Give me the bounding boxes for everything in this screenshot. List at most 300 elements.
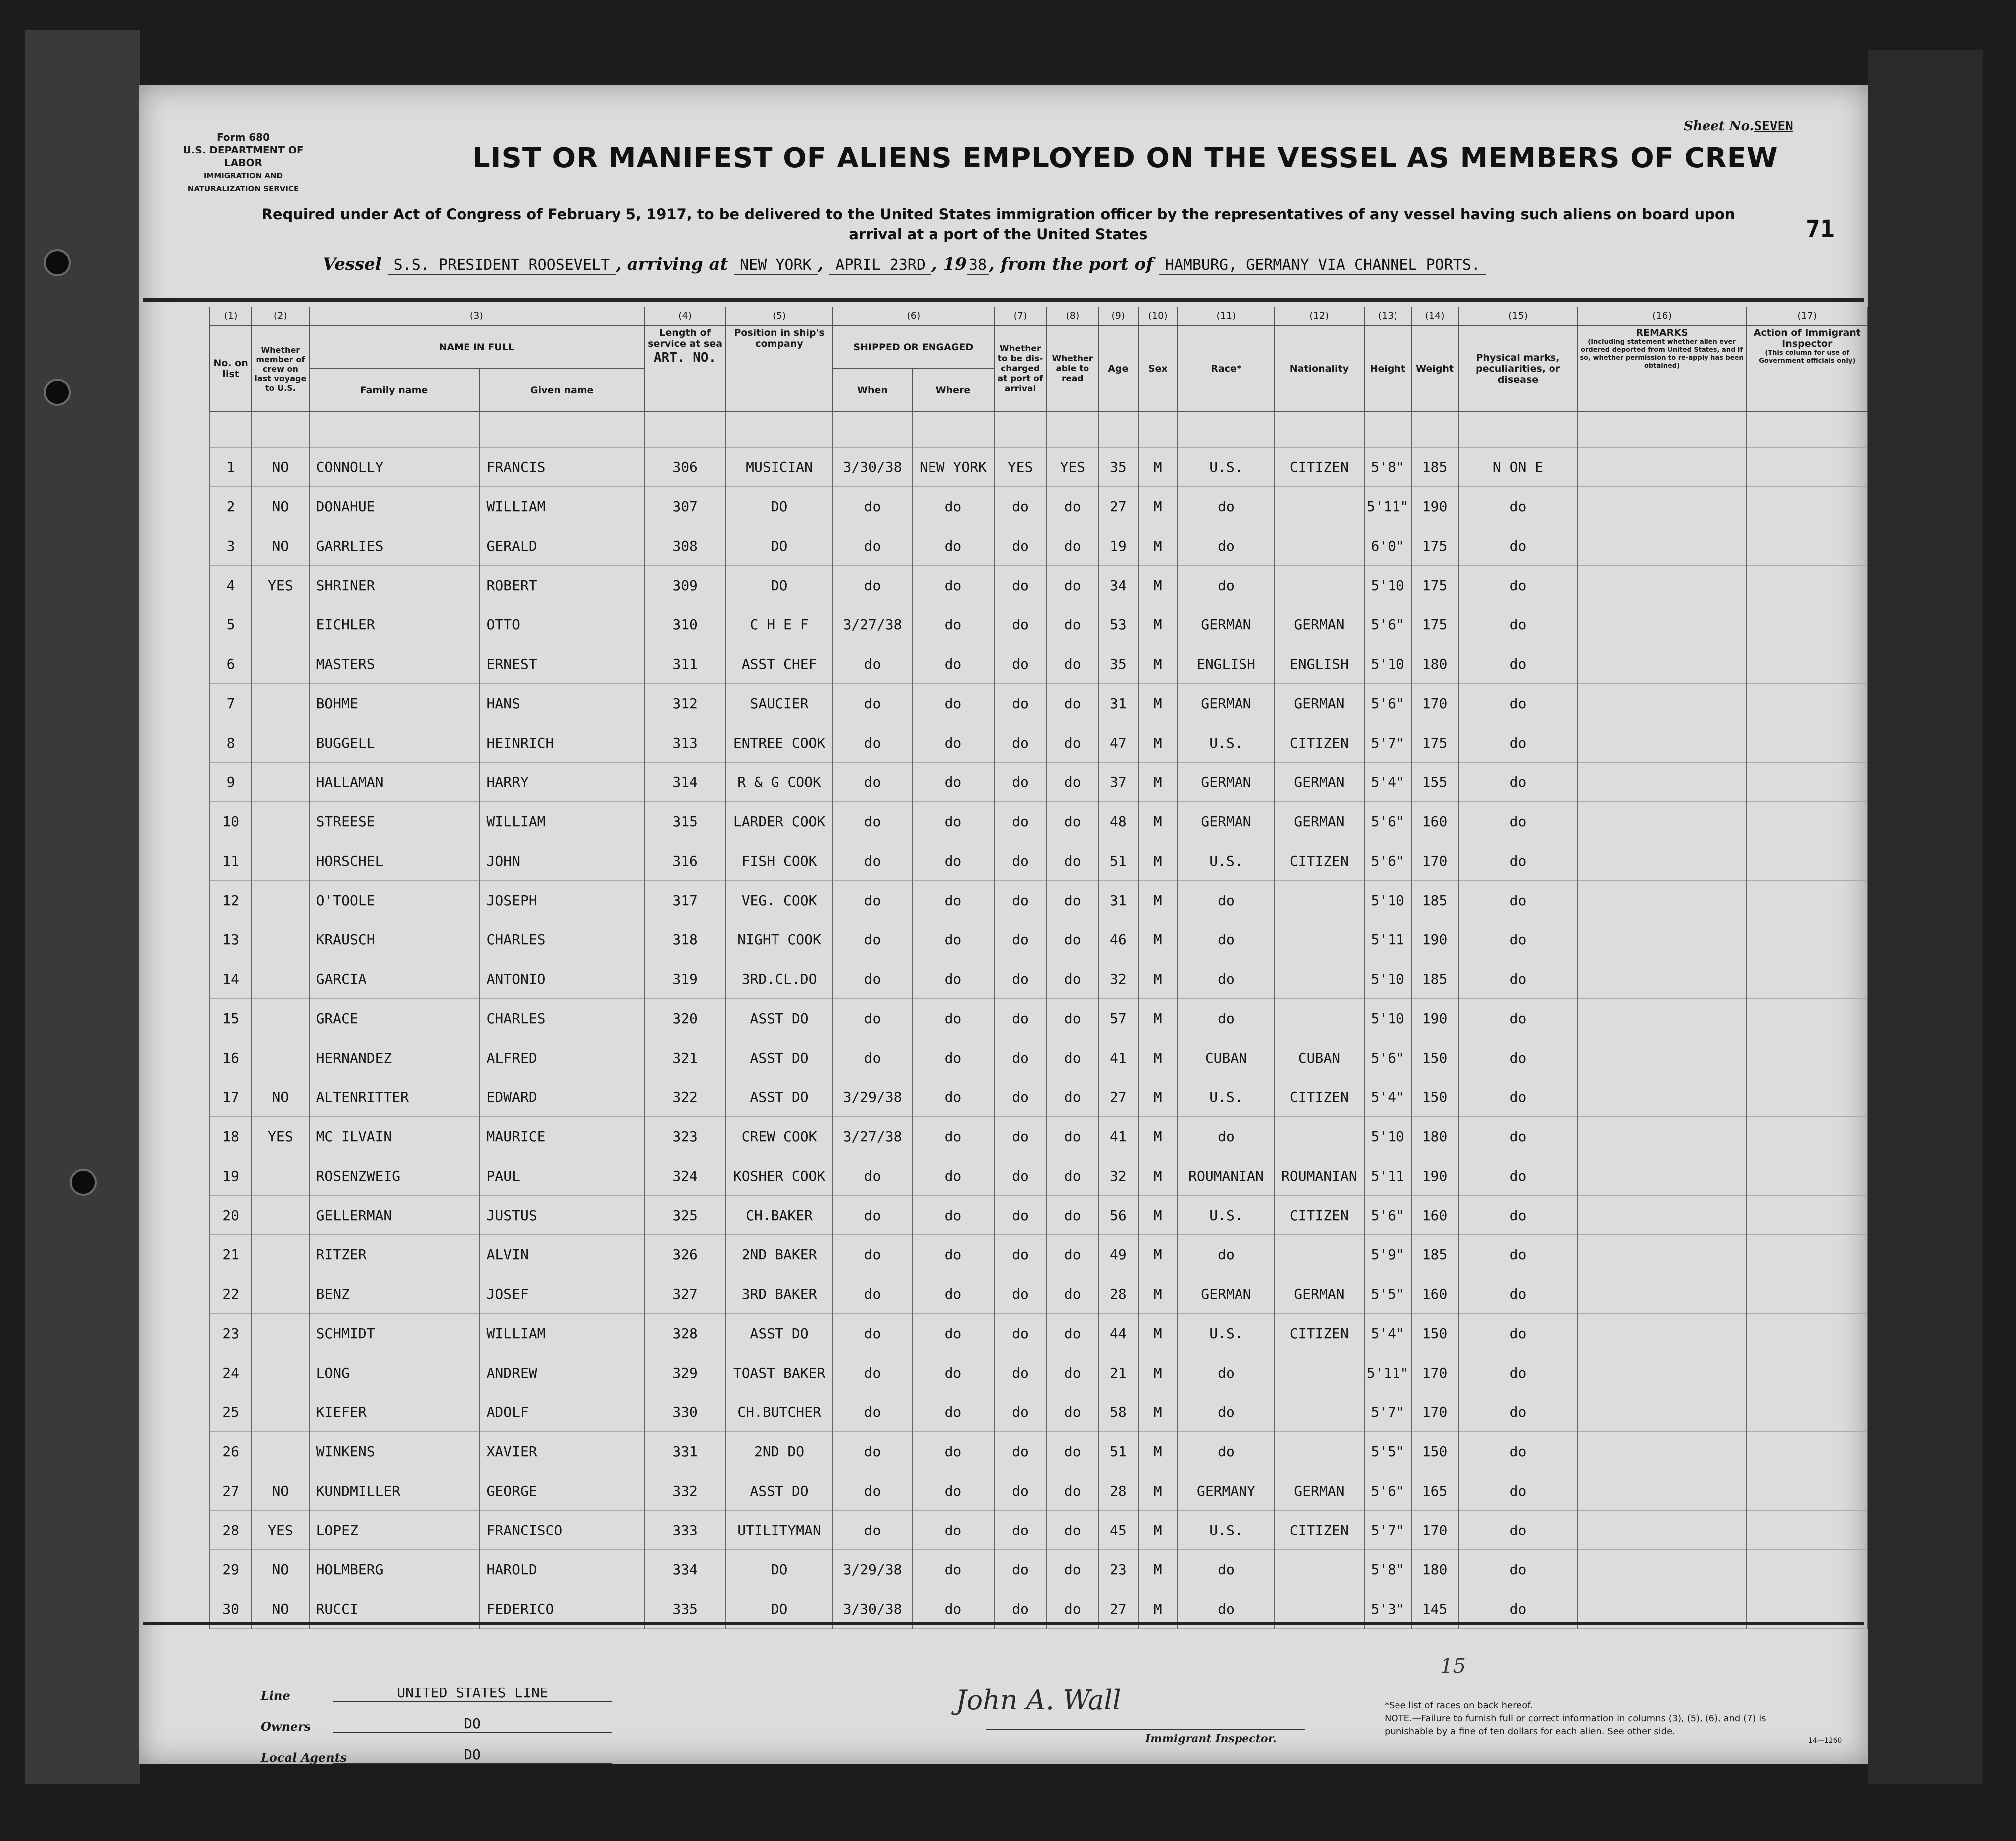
to-be-discharged-cell: do [994,802,1047,841]
race-cell: do [1178,1550,1274,1589]
position-cell: ASST DO [726,1077,833,1117]
age-cell: 51 [1098,841,1138,881]
position-cell: NIGHT COOK [726,920,833,959]
weight-cell: 190 [1411,1156,1459,1196]
to-be-discharged-cell: do [994,1274,1047,1314]
header-action [1747,326,1867,412]
able-to-read-cell: do [1046,763,1098,802]
position-cell: DO [726,566,833,605]
able-to-read-cell: do [1046,841,1098,881]
physical-marks-cell: do [1458,1471,1577,1511]
nationality-cell [1274,920,1364,959]
row-number-cell: 5 [210,605,252,644]
action-cell [1747,1274,1867,1314]
arrival-date: APRIL 23RD [829,256,931,275]
row-number-cell: 7 [210,684,252,723]
race-cell: GERMAN [1178,684,1274,723]
owners-value: DO [333,1715,612,1733]
position-cell: SAUCIER [726,684,833,723]
action-cell [1747,605,1867,644]
last-voyage-cell [252,723,309,763]
to-be-discharged-cell: do [994,763,1047,802]
race-cell: U.S. [1178,1314,1274,1353]
binder-hole [44,249,71,276]
table-row [210,487,1867,526]
sex-cell: M [1138,1235,1178,1274]
header-remarks-note: (Including statement whether alien ever ordered deported from United States, and if so, whether permission to re-apply has been obtained) [1580,338,1744,370]
shipped-where-cell: do [912,684,994,723]
art-no-cell: 326 [644,1235,726,1274]
col-num: (8) [1046,307,1098,326]
race-cell: GERMAN [1178,802,1274,841]
header-action-note: (This column for use of Government officials only) [1759,349,1856,365]
shipped-where-cell: do [912,1235,994,1274]
remarks-cell [1577,1432,1747,1471]
height-cell: 5'11" [1364,1353,1411,1392]
age-cell: 31 [1098,881,1138,920]
height-cell: 5'10 [1364,566,1411,605]
height-cell: 5'4" [1364,1077,1411,1117]
nationality-cell: ROUMANIAN [1274,1156,1364,1196]
family-name-cell: CONNOLLY [309,448,479,487]
col-num: (12) [1274,307,1364,326]
age-cell: 27 [1098,1589,1138,1629]
given-name-cell: WILLIAM [479,802,644,841]
age-cell: 57 [1098,999,1138,1038]
row-number-cell: 22 [210,1274,252,1314]
given-name-cell: ANDREW [479,1353,644,1392]
last-voyage-cell: YES [252,566,309,605]
physical-marks-cell: do [1458,1235,1577,1274]
nationality-cell [1274,1117,1364,1156]
position-cell: CREW COOK [726,1117,833,1156]
to-be-discharged-cell: do [994,1196,1047,1235]
height-cell: 5'7" [1364,723,1411,763]
sex-cell: M [1138,881,1178,920]
family-name-cell: ROSENZWEIG [309,1156,479,1196]
last-voyage-cell [252,1392,309,1432]
shipped-when-cell: do [833,1235,912,1274]
family-name-cell: RUCCI [309,1589,479,1629]
race-cell: U.S. [1178,448,1274,487]
weight-cell: 185 [1411,881,1459,920]
table-row [210,1511,1867,1550]
weight-cell: 155 [1411,763,1459,802]
age-cell: 31 [1098,684,1138,723]
last-voyage-cell: NO [252,526,309,566]
shipped-when-cell: do [833,999,912,1038]
remarks-cell [1577,1550,1747,1589]
position-cell: DO [726,1550,833,1589]
weight-cell: 170 [1411,1511,1459,1550]
to-be-discharged-cell: do [994,684,1047,723]
weight-cell: 170 [1411,841,1459,881]
shipped-where-cell: do [912,1511,994,1550]
shipped-when-cell: do [833,1353,912,1392]
position-cell: ENTREE COOK [726,723,833,763]
line-value: UNITED STATES LINE [333,1685,612,1702]
shipped-where-cell: do [912,999,994,1038]
able-to-read-cell: do [1046,959,1098,999]
age-cell: 19 [1098,526,1138,566]
age-cell: 44 [1098,1314,1138,1353]
shipped-where-cell: do [912,1314,994,1353]
table-row [210,1196,1867,1235]
row-number-cell: 26 [210,1432,252,1471]
race-cell: do [1178,1392,1274,1432]
weight-cell: 160 [1411,1274,1459,1314]
document-title: LIST OR MANIFEST OF ALIENS EMPLOYED ON THE VESSEL AS MEMBERS OF CREW [472,142,1778,174]
family-name-cell: KRAUSCH [309,920,479,959]
able-to-read-cell: do [1046,881,1098,920]
age-cell: 28 [1098,1471,1138,1511]
remarks-cell [1577,1235,1747,1274]
last-voyage-cell [252,644,309,684]
note-penalty: NOTE.—Failure to furnish full or correct information in columns (3), (5), (6), and (7) is punishable by a fine of ten dollars for each alien. See other side. [1385,1713,1766,1737]
given-name-cell: CHARLES [479,999,644,1038]
family-name-cell: GELLERMAN [309,1196,479,1235]
row-number-cell: 17 [210,1077,252,1117]
remarks-cell [1577,487,1747,526]
art-no-cell: 327 [644,1274,726,1314]
to-be-discharged-cell: do [994,1550,1047,1589]
art-no-cell: 320 [644,999,726,1038]
footer-notes [1385,1699,1813,1738]
arriving-label: , arriving at [616,254,728,274]
able-to-read-cell: do [1046,1589,1098,1629]
height-cell: 5'6" [1364,802,1411,841]
race-cell: GERMAN [1178,1274,1274,1314]
agents-value: DO [333,1746,612,1764]
col-num: (13) [1364,307,1411,326]
row-number-cell: 28 [210,1511,252,1550]
action-cell [1747,1117,1867,1156]
shipped-when-cell: do [833,684,912,723]
given-name-cell: ANTONIO [479,959,644,999]
art-no-cell: 318 [644,920,726,959]
family-name-cell: BUGGELL [309,723,479,763]
last-voyage-cell [252,1196,309,1235]
row-number-cell: 16 [210,1038,252,1077]
art-no-cell: 315 [644,802,726,841]
last-voyage-cell [252,1314,309,1353]
height-cell: 5'10 [1364,999,1411,1038]
remarks-cell [1577,959,1747,999]
table-row [210,1432,1867,1471]
art-no-cell: 308 [644,526,726,566]
nationality-cell [1274,999,1364,1038]
table-row [210,1550,1867,1589]
art-no-cell: 329 [644,1353,726,1392]
art-no-cell: 317 [644,881,726,920]
col-num: (1) [210,307,252,326]
age-cell: 56 [1098,1196,1138,1235]
remarks-cell [1577,566,1747,605]
height-cell: 5'8" [1364,448,1411,487]
col-num: (17) [1747,307,1867,326]
height-cell: 5'10 [1364,644,1411,684]
to-be-discharged-cell: do [994,487,1047,526]
header-able-read: Whether able to read [1046,326,1098,412]
col-num: (5) [726,307,833,326]
year-prefix: , 19 [931,254,967,274]
table-row [210,1353,1867,1392]
able-to-read-cell: do [1046,1353,1098,1392]
given-name-cell: GEORGE [479,1471,644,1511]
weight-cell: 150 [1411,1038,1459,1077]
given-name-cell: XAVIER [479,1432,644,1471]
physical-marks-cell: do [1458,1077,1577,1117]
age-cell: 47 [1098,723,1138,763]
shipped-where-cell: do [912,644,994,684]
action-cell [1747,1314,1867,1353]
vessel-name: S.S. PRESIDENT ROOSEVELT [388,256,616,275]
weight-cell: 185 [1411,1235,1459,1274]
weight-cell: 190 [1411,999,1459,1038]
able-to-read-cell: do [1046,684,1098,723]
position-cell: DO [726,487,833,526]
race-cell: U.S. [1178,1511,1274,1550]
shipped-when-cell: do [833,1511,912,1550]
age-cell: 28 [1098,1274,1138,1314]
physical-marks-cell: do [1458,1274,1577,1314]
age-cell: 58 [1098,1392,1138,1432]
header-discharged: Whether to be dis-charged at port of arrival [994,326,1047,412]
age-cell: 45 [1098,1511,1138,1550]
departure-port: HAMBURG, GERMANY VIA CHANNEL PORTS. [1159,256,1486,275]
binder-hole [44,379,71,406]
family-name-cell: SHRINER [309,566,479,605]
height-cell: 5'11" [1364,487,1411,526]
nationality-cell: GERMAN [1274,1274,1364,1314]
given-name-cell: JOSEPH [479,881,644,920]
family-name-cell: STREESE [309,802,479,841]
shipped-where-cell: do [912,1156,994,1196]
nationality-cell: GERMAN [1274,605,1364,644]
table-row [210,644,1867,684]
shipped-when-cell: 3/27/38 [833,1117,912,1156]
nationality-cell [1274,1550,1364,1589]
physical-marks-cell: do [1458,1392,1577,1432]
remarks-cell [1577,1353,1747,1392]
height-cell: 5'3" [1364,1589,1411,1629]
race-cell: do [1178,1353,1274,1392]
signature-line [986,1729,1305,1730]
to-be-discharged-cell: do [994,1432,1047,1471]
position-cell: DO [726,526,833,566]
remarks-cell [1577,763,1747,802]
art-no-cell: 335 [644,1589,726,1629]
action-cell [1747,763,1867,802]
remarks-cell [1577,920,1747,959]
footer-agents [261,1746,669,1765]
header-length-service [644,326,726,412]
position-cell: KOSHER COOK [726,1156,833,1196]
physical-marks-cell: do [1458,763,1577,802]
table-row [210,1235,1867,1274]
table-row [210,566,1867,605]
sex-cell: M [1138,684,1178,723]
given-name-cell: EDWARD [479,1077,644,1117]
last-voyage-cell [252,1235,309,1274]
able-to-read-cell: do [1046,1471,1098,1511]
given-name-cell: WILLIAM [479,487,644,526]
row-number-cell: 24 [210,1353,252,1392]
handwritten-mark: 15 [1440,1655,1466,1678]
page-number: 71 [1806,215,1835,243]
age-cell: 27 [1098,487,1138,526]
height-cell: 5'11 [1364,920,1411,959]
sex-cell: M [1138,999,1178,1038]
shipped-where-cell: do [912,1196,994,1235]
art-no-cell: 309 [644,566,726,605]
shipped-where-cell: do [912,487,994,526]
weight-cell: 150 [1411,1077,1459,1117]
right-margin [1868,50,1983,1784]
shipped-when-cell: do [833,763,912,802]
sex-cell: M [1138,1156,1178,1196]
to-be-discharged-cell: do [994,1117,1047,1156]
to-be-discharged-cell: do [994,1077,1047,1117]
note-races: *See list of races on back hereof. [1385,1700,1533,1711]
last-voyage-cell [252,1353,309,1392]
shipped-when-cell: do [833,1314,912,1353]
form-number: Form 680 [216,131,270,143]
header-no-on-list: No. on list [210,326,252,412]
art-no-cell: 307 [644,487,726,526]
action-cell [1747,999,1867,1038]
to-be-discharged-cell: YES [994,448,1047,487]
header-length-service-text: Length of service at sea [648,327,723,349]
race-cell: U.S. [1178,1077,1274,1117]
physical-marks-cell: do [1458,723,1577,763]
from-label: , from the port of [989,254,1153,274]
art-no-cell: 316 [644,841,726,881]
family-name-cell: LOPEZ [309,1511,479,1550]
arrival-year: 38 [967,256,989,275]
age-cell: 48 [1098,802,1138,841]
art-no-cell: 322 [644,1077,726,1117]
remarks-cell [1577,1038,1747,1077]
age-cell: 49 [1098,1235,1138,1274]
given-name-cell: ALFRED [479,1038,644,1077]
shipped-where-cell: do [912,1353,994,1392]
nationality-cell: CITIZEN [1274,1511,1364,1550]
row-number-cell: 10 [210,802,252,841]
race-cell: do [1178,1432,1274,1471]
to-be-discharged-cell: do [994,841,1047,881]
col-num: (2) [252,307,309,326]
header-art-no: ART. NO. [654,350,717,365]
nationality-cell: GERMAN [1274,802,1364,841]
sex-cell: M [1138,1511,1178,1550]
sex-cell: M [1138,1353,1178,1392]
row-number-cell: 27 [210,1471,252,1511]
inspector-label: Immigrant Inspector. [1145,1732,1277,1745]
family-name-cell: HOLMBERG [309,1550,479,1589]
remarks-cell [1577,1196,1747,1235]
vessel-label: Vessel [323,254,382,274]
race-cell: GERMAN [1178,605,1274,644]
weight-cell: 190 [1411,487,1459,526]
able-to-read-cell: do [1046,999,1098,1038]
header-rule [143,298,1864,302]
height-cell: 5'6" [1364,1038,1411,1077]
nationality-cell: GERMAN [1274,684,1364,723]
physical-marks-cell: do [1458,1550,1577,1589]
table-row [210,959,1867,999]
manifest-sheet [139,85,1868,1764]
family-name-cell: ALTENRITTER [309,1077,479,1117]
able-to-read-cell: do [1046,605,1098,644]
last-voyage-cell [252,1432,309,1471]
physical-marks-cell: do [1458,605,1577,644]
col-num: (9) [1098,307,1138,326]
family-name-cell: MC ILVAIN [309,1117,479,1156]
shipped-when-cell: 3/27/38 [833,605,912,644]
shipped-where-cell: do [912,881,994,920]
to-be-discharged-cell: do [994,881,1047,920]
given-name-cell: GERALD [479,526,644,566]
sex-cell: M [1138,566,1178,605]
shipped-where-cell: do [912,802,994,841]
given-name-cell: OTTO [479,605,644,644]
height-cell: 5'10 [1364,1117,1411,1156]
age-cell: 27 [1098,1077,1138,1117]
table-row [210,605,1867,644]
given-name-cell: JOHN [479,841,644,881]
age-cell: 32 [1098,959,1138,999]
shipped-where-cell: do [912,1077,994,1117]
physical-marks-cell: do [1458,1589,1577,1629]
header-last-voyage: Whether member of crew on last voyage to U.S. [252,326,309,412]
race-cell: do [1178,999,1274,1038]
nationality-cell [1274,566,1364,605]
weight-cell: 185 [1411,959,1459,999]
row-number-cell: 1 [210,448,252,487]
nationality-cell: CITIZEN [1274,448,1364,487]
family-name-cell: BENZ [309,1274,479,1314]
remarks-cell [1577,841,1747,881]
sex-cell: M [1138,1314,1178,1353]
row-number-cell: 9 [210,763,252,802]
race-cell: CUBAN [1178,1038,1274,1077]
last-voyage-cell: NO [252,1471,309,1511]
position-cell: R & G COOK [726,763,833,802]
race-cell: do [1178,566,1274,605]
last-voyage-cell [252,1038,309,1077]
age-cell: 32 [1098,1156,1138,1196]
sheet-number [1684,119,1793,134]
crew-table-body [210,412,1867,1629]
row-number-cell: 3 [210,526,252,566]
shipped-when-cell: do [833,723,912,763]
family-name-cell: SCHMIDT [309,1314,479,1353]
weight-cell: 190 [1411,920,1459,959]
last-voyage-cell [252,841,309,881]
able-to-read-cell: do [1046,644,1098,684]
given-name-cell: ROBERT [479,566,644,605]
action-cell [1747,1353,1867,1392]
shipped-when-cell: 3/29/38 [833,1077,912,1117]
table-row [210,802,1867,841]
family-name-cell: GARRLIES [309,526,479,566]
weight-cell: 180 [1411,1550,1459,1589]
last-voyage-cell [252,881,309,920]
family-name-cell: LONG [309,1353,479,1392]
able-to-read-cell: do [1046,526,1098,566]
header-height: Height [1364,326,1411,412]
